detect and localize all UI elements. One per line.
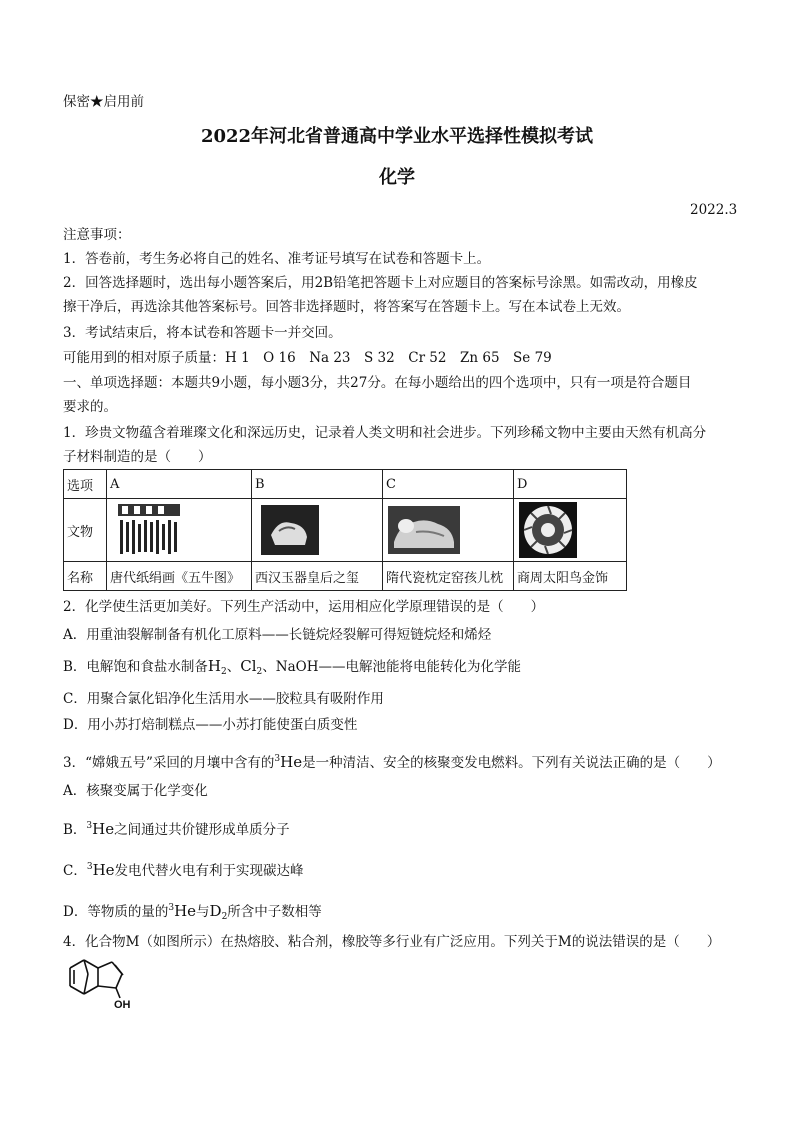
q3-option-c: C．$^3$He发电代替火电有利于实现碳达峰	[63, 861, 304, 879]
artifact-d-cell	[514, 499, 627, 562]
notice-item: 3．考试结束后，将本试卷和答题卡一并交回。	[63, 325, 342, 341]
formula-d2: $D_2$	[209, 902, 228, 922]
formula-he3: $^3$He	[274, 753, 303, 771]
artifact-name: 西汉玉器皇后之玺	[252, 562, 383, 591]
option-d: D	[514, 470, 627, 499]
q2-option-c: C．用聚合氯化铝净化生活用水——胶粒具有吸附作用	[63, 691, 384, 707]
artifact-name: 隋代瓷枕定窑孩儿枕	[383, 562, 514, 591]
q3-option-b: B．$^3$He之间通过共价键形成单质分子	[63, 820, 290, 838]
formula-he3: $^3$He	[86, 861, 115, 879]
artifact-a-cell	[107, 499, 252, 562]
row-label: 名称	[64, 562, 107, 591]
artifact-name: 唐代纸绢画《五牛图》	[107, 562, 252, 591]
q3-stem: 3．“嫦娥五号”采回的月壤中含有的$^3$He是一种清洁、安全的核聚变发电燃料。下列有关说法正确的是（ ）	[63, 753, 721, 771]
q2-option-a: A．用重油裂解制备有机化工原料——长链烷烃裂解可得短链烷烃和烯烃	[63, 627, 492, 643]
artifact-b-cell	[252, 499, 383, 562]
exam-date: 2022.3	[690, 202, 738, 218]
q2-option-b: B．电解饱和食盐水制备$H_2$、$Cl_2$、NaOH——电解池能将电能转化为化学能	[63, 657, 521, 677]
q4-stem: 4．化合物M（如图所示）在热熔胶、粘合剂，橡胶等多行业有广泛应用。下列关于M的说法错误的是（ ）	[63, 934, 721, 950]
notice-item: 1．答卷前，考生务必将自己的姓名、准考证号填写在试卷和答题卡上。	[63, 251, 491, 267]
row-label: 文物	[64, 499, 107, 562]
artifact-c-cell	[383, 499, 514, 562]
confidential-label: 保密★启用前	[63, 94, 144, 110]
porcelain-pillow-image	[386, 504, 462, 556]
formula-cl2: $Cl_2$	[240, 657, 263, 677]
notice-heading: 注意事项：	[63, 227, 131, 243]
subject-title: 化学	[379, 167, 415, 188]
q1-table	[63, 469, 627, 591]
q2-stem: 2．化学使生活更加美好。下列生产活动中，运用相应化学原理错误的是（ ）	[63, 599, 545, 615]
notice-item: 擦干净后，再选涂其他答案标号。回答非选择题时，将答案写在答题卡上。写在本试卷上无效。	[63, 299, 630, 315]
atomic-masses: 可能用到的相对原子质量：H 1 O 16 Na 23 S 32 Cr 52 Zn 65 Se 79	[63, 350, 552, 366]
notice-item: 2．回答选择题时，选出每小题答案后，用2B铅笔把答题卡上对应题目的答案标号涂黑。如需改动，用橡皮	[63, 275, 698, 291]
option-a: A	[107, 470, 252, 499]
oh-label: OH	[114, 999, 131, 1010]
compound-m-structure	[64, 954, 140, 1010]
formula-he3: $^3$He	[86, 820, 115, 838]
q3-option-d: D．等物质的量的$^3$He与$D_2$所含中子数相等	[63, 902, 322, 922]
q1-stem-cont: 子材料制造的是（ ）	[63, 449, 212, 465]
row-label: 选项	[64, 470, 107, 499]
section-heading: 一、单项选择题：本题共9小题，每小题3分，共27分。在每小题给出的四个选项中，只有一项是符合题目	[63, 375, 692, 391]
q3-option-a: A．核聚变属于化学变化	[63, 783, 208, 799]
formula-he3: $^3$He	[168, 902, 197, 920]
option-c: C	[383, 470, 514, 499]
jade-seal-image	[261, 505, 319, 555]
option-b: B	[252, 470, 383, 499]
painting-image	[116, 502, 182, 558]
q2-b-prefix: B．电解饱和食盐水制备	[63, 659, 208, 675]
artifact-name: 商周太阳鸟金饰	[514, 562, 627, 591]
sunbird-gold-image	[519, 502, 577, 558]
q2-option-d: D．用小苏打焙制糕点——小苏打能使蛋白质变性	[63, 717, 358, 733]
exam-title: 2022年河北省普通高中学业水平选择性模拟考试	[200, 126, 594, 147]
section-heading-cont: 要求的。	[63, 399, 117, 415]
formula-h2: $H_2$	[207, 657, 227, 677]
q1-stem: 1．珍贵文物蕴含着璀璨文化和深远历史，记录着人类文明和社会进步。下列珍稀文物中主要由天然有机高分	[63, 425, 707, 441]
